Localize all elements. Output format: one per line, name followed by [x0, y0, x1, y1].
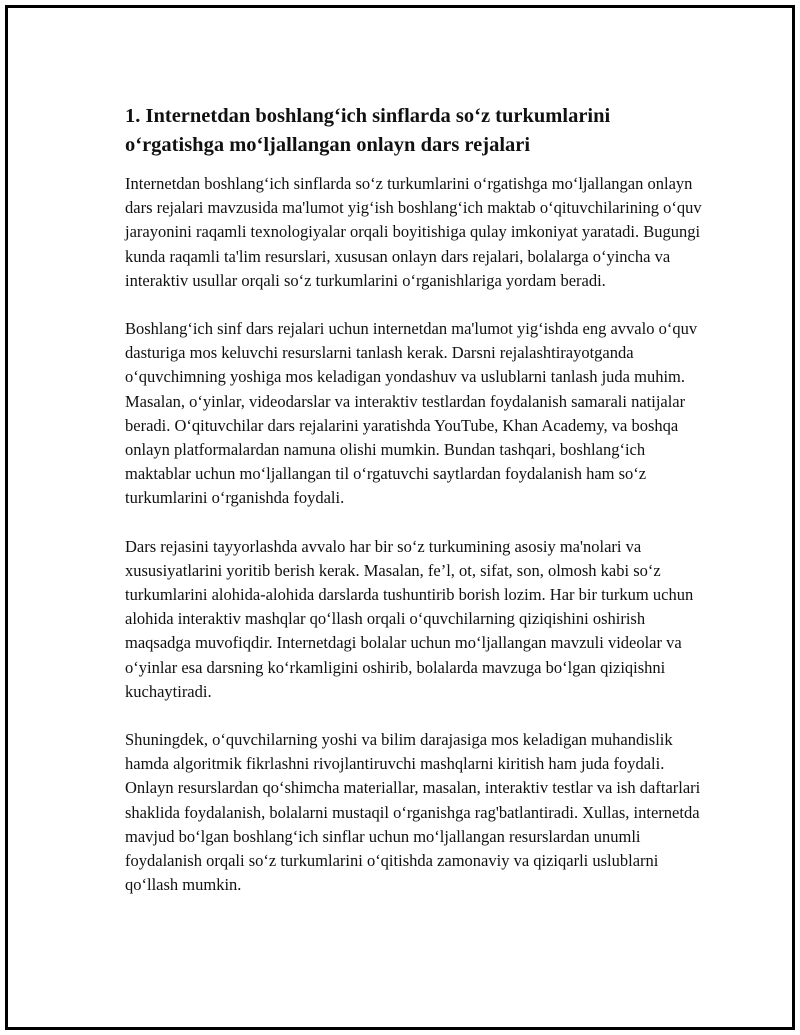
page-frame: [5, 5, 795, 1030]
document-body: [125, 102, 703, 921]
paragraph-conclusion: Shuningdek, o‘quvchilarning yoshi va bilim darajasiga mos keladigan muhandislik hamda algoritmik fikrlashni rivojlantiruvchi mashqlarni kiritish ham juda foydali. Onlayn resurslardan qo‘shimcha materiallar, masalan, interaktiv testlar va ish daftarlari shaklida foydalanish, bolalarni mustaqil o‘rganishga rag'batlantiradi. Xullas, internetda mavjud bo‘lgan boshlang‘ich sinflar uchun mo‘ljallangan resurslardan unumli foydalanish orqali so‘z turkumlarini o‘qitishda zamonaviy va qiziqarli uslublarni qo‘llash mumkin.: [125, 730, 701, 895]
section-heading: 1. Internetdan boshlang‘ich sinflarda so‘z turkumlarini o‘rgatishga mo‘ljallangan onlayn dars rejalari: [125, 105, 611, 156]
paragraph-lesson-plan: Dars rejasini tayyorlashda avvalo har bir so‘z turkumining asosiy ma'nolari va xususiyatlarini yoritib berish kerak. Masalan, fe’l, ot, sifat, son, olmosh kabi so‘z turkumlarini alohida-alohida darslarda tushuntirib borish lozim. Har bir turkum uchun alohida interaktiv mashqlar qo‘llash orqali o‘quvchilarning qiziqishini oshirish maqsadga muvofiqdir. Internetdagi bolalar uchun mo‘ljallangan mavzuli videolar va o‘yinlar esa darsning ko‘rkamligini oshirib, bolalarda mavzuga bo‘lgan qiziqishni kuchaytiradi.: [125, 536, 694, 701]
paragraph-intro: Internetdan boshlang‘ich sinflarda so‘z turkumlarini o‘rgatishga mo‘ljallangan onlayn dars rejalari mavzusida ma'lumot yig‘ish boshlang‘ich maktab o‘qituvchilarining o‘quv jarayonini raqamli texnologiyalar orqali boyitishiga qulay imkoniyat yaratadi. Bugungi kunda raqamli ta'lim resurslari, xususan onlayn dars rejalari, bolalarga o‘yincha va interaktiv usullar orqali so‘z turkumlarini o‘rganishlariga yordam beradi.: [125, 174, 702, 290]
paragraph-resources: Boshlang‘ich sinf dars rejalari uchun internetdan ma'lumot yig‘ishda eng avvalo o‘quv dasturiga mos keluvchi resurslarni tanlash kerak. Darsni rejalashtirayotganda o‘quvchimning yoshiga mos keladigan yondashuv va uslublarni tanlash juda muhim. Masalan, o‘yinlar, videodarslar va interaktiv testlardan foydalanish samarali natijalar beradi. O‘qituvchilar dars rejalarini yaratishda YouTube, Khan Academy, va boshqa onlayn platformalardan namuna olishi mumkin. Bundan tashqari, boshlang‘ich maktablar uchun mo‘ljallangan til o‘rgatuvchi saytlardan foydalanish ham so‘z turkumlarini o‘rganishda foydali.: [125, 319, 698, 508]
